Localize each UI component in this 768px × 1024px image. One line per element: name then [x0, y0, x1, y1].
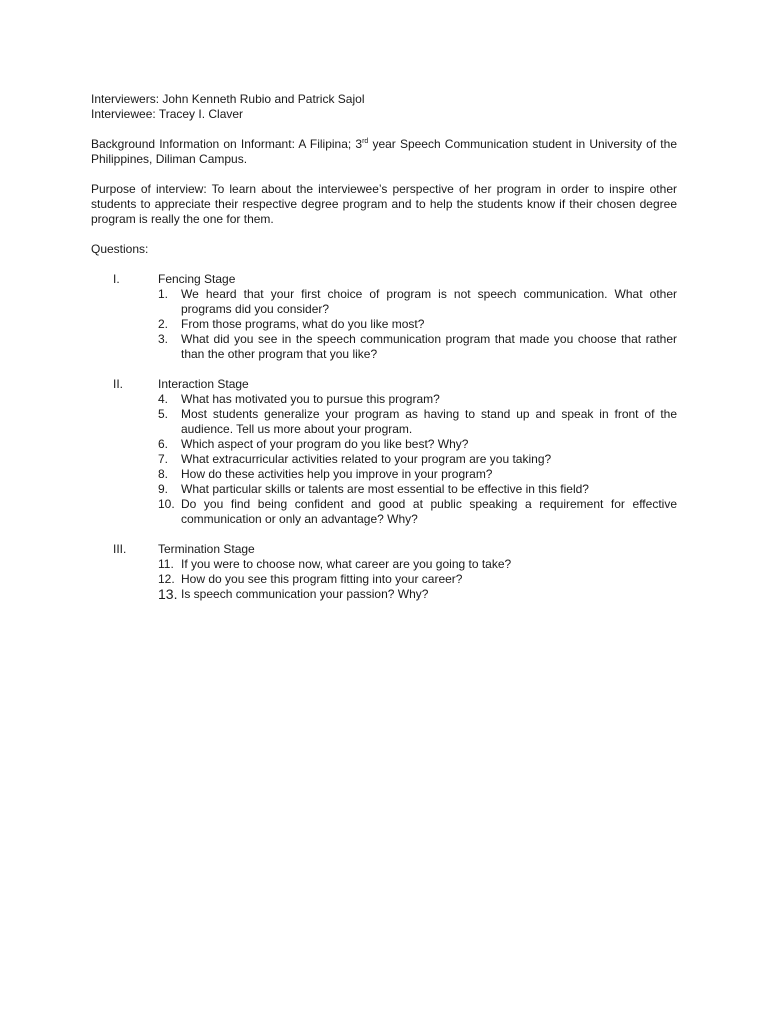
question-text: How do you see this program fitting into your career? [181, 572, 463, 586]
stage-termination [91, 542, 677, 602]
stage-numeral: I. [113, 272, 120, 286]
question-item [158, 452, 677, 467]
question-text: If you were to choose now, what career are you going to take? [181, 557, 512, 571]
question-number: 8. [158, 467, 169, 481]
purpose-paragraph: Purpose of interview: To learn about the interviewee’s perspective of her program in order to inspire other students to appreciate their respective degree program and to help the students know if their chosen degree program is really the one for them. [91, 182, 677, 226]
stage-heading [91, 272, 677, 287]
question-text: We heard that your first choice of program is not speech communication. What other programs did you consider? [181, 287, 677, 316]
stage-numeral: III. [113, 542, 127, 556]
question-text: What did you see in the speech communication program that made you choose that rather than the other program that you like? [181, 332, 677, 361]
question-number: 1. [158, 287, 169, 301]
question-list [91, 287, 677, 362]
background-paragraph [91, 137, 677, 167]
question-number: 2. [158, 317, 169, 331]
question-text: Do you find being confident and good at public speaking a requirement for effective communication or only an advantage? Why? [181, 497, 677, 526]
interviewee-line: Interviewee: Tracey I. Claver [91, 107, 244, 121]
question-text: What extracurricular activities related to your program are you taking? [181, 452, 552, 466]
stage-fencing [91, 272, 677, 362]
stage-heading [91, 377, 677, 392]
interviewers-line: Interviewers: John Kenneth Rubio and Patrick Sajol [91, 92, 365, 106]
question-number: 3. [158, 332, 169, 346]
background-text-start: Background Information on Informant: A Filipina; 3 [91, 137, 363, 151]
question-text: From those programs, what do you like most? [181, 317, 425, 331]
question-item [158, 467, 677, 482]
question-item [158, 587, 677, 602]
question-number: 6. [158, 437, 169, 451]
background-text-end: year Speech Communication student in University of the Philippines, Diliman Campus. [91, 137, 677, 166]
question-item [158, 407, 677, 437]
question-number: 12. [158, 572, 175, 586]
question-number: 7. [158, 452, 169, 466]
question-item [158, 557, 677, 572]
question-item [158, 497, 677, 527]
question-item [158, 482, 677, 497]
question-list [91, 392, 677, 527]
question-number: 4. [158, 392, 169, 406]
question-item [158, 437, 677, 452]
question-item [158, 287, 677, 317]
question-text: Most students generalize your program as having to stand up and speak in front of the audience. Tell us more about your program. [181, 407, 677, 436]
question-text: Which aspect of your program do you like best? Why? [181, 437, 469, 451]
ordinal-suffix: rd [362, 138, 369, 145]
question-text: What particular skills or talents are most essential to be effective in this field? [181, 482, 589, 496]
stage-title: Interaction Stage [158, 377, 249, 391]
stage-title: Fencing Stage [158, 272, 236, 286]
question-text: What has motivated you to pursue this program? [181, 392, 440, 406]
question-number: 5. [158, 407, 169, 421]
question-number: 11. [158, 557, 174, 571]
question-item [158, 317, 677, 332]
question-item [158, 392, 677, 407]
question-number: 10. [158, 497, 175, 511]
question-list [91, 557, 677, 602]
question-text: Is speech communication your passion? Why? [181, 587, 429, 601]
stage-heading [91, 542, 677, 557]
question-number: 13. [158, 586, 178, 602]
stage-interaction [91, 377, 677, 527]
question-item [158, 332, 677, 362]
question-text: How do these activities help you improve in your program? [181, 467, 493, 481]
question-number: 9. [158, 482, 169, 496]
stage-title: Termination Stage [158, 542, 255, 556]
stage-numeral: II. [113, 377, 124, 391]
question-item [158, 572, 677, 587]
questions-label: Questions: [91, 242, 149, 256]
